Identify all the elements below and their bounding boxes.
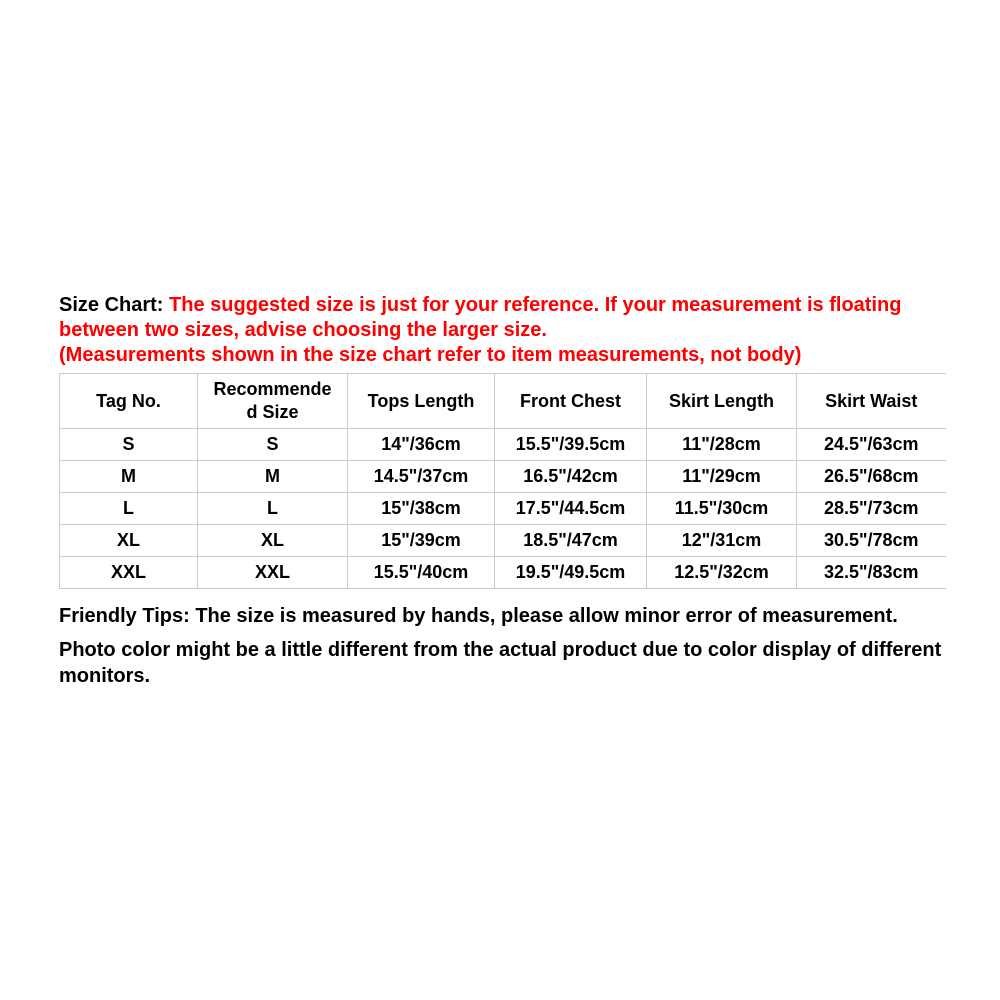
heading-warning: The suggested size is just for your reference. If your measurement is floating between two sizes, advise choosing the larger size.	[59, 294, 902, 341]
table-cell: S	[198, 429, 348, 461]
table-cell: 12.5"/32cm	[647, 557, 797, 589]
column-header	[495, 374, 647, 429]
column-header	[797, 374, 946, 429]
table-cell: 15.5"/40cm	[348, 557, 495, 589]
table-cell: L	[198, 493, 348, 525]
heading-label: Size Chart:	[59, 294, 164, 316]
table-cell: 16.5"/42cm	[495, 461, 647, 493]
table-row	[60, 493, 946, 525]
table-cell: 19.5"/49.5cm	[495, 557, 647, 589]
table-cell: 11"/29cm	[647, 461, 797, 493]
table-cell: 26.5"/68cm	[797, 461, 946, 493]
heading-note: (Measurements shown in the size chart refer to item measurements, not body)	[59, 344, 802, 366]
table-cell: 14"/36cm	[348, 429, 495, 461]
column-header-label: Skirt Length	[668, 390, 774, 411]
size-chart-heading	[59, 293, 949, 343]
column-header-label: Tops Length	[367, 390, 475, 411]
table-cell: 11.5"/30cm	[647, 493, 797, 525]
column-header	[647, 374, 797, 429]
table-row	[60, 429, 946, 461]
table-row	[60, 461, 946, 493]
column-header-label: Skirt Waist	[825, 390, 918, 411]
column-header-label: Front Chest	[520, 390, 621, 411]
column-header	[60, 374, 198, 429]
table-cell: M	[60, 461, 198, 493]
table-cell: 11"/28cm	[647, 429, 797, 461]
column-header	[198, 374, 348, 429]
table-cell: 15"/39cm	[348, 525, 495, 557]
table-row	[60, 557, 946, 589]
column-header-label: Recommended Size	[213, 379, 332, 422]
size-chart-content	[59, 293, 949, 689]
table-cell: XXL	[198, 557, 348, 589]
table-cell: 32.5"/83cm	[797, 557, 946, 589]
table-cell: S	[60, 429, 198, 461]
size-table-body	[60, 429, 946, 589]
size-table-head	[60, 374, 946, 429]
table-cell: XXL	[60, 557, 198, 589]
size-table	[59, 373, 946, 589]
photo-color-note: Photo color might be a little different from the actual product due to color display of different monitors.	[59, 639, 942, 687]
table-cell: 28.5"/73cm	[797, 493, 946, 525]
table-cell: 18.5"/47cm	[495, 525, 647, 557]
table-cell: L	[60, 493, 198, 525]
table-cell: 14.5"/37cm	[348, 461, 495, 493]
table-cell: XL	[60, 525, 198, 557]
column-header	[348, 374, 495, 429]
table-cell: XL	[198, 525, 348, 557]
table-cell: 24.5"/63cm	[797, 429, 946, 461]
size-table-header-row	[60, 374, 946, 429]
table-row	[60, 525, 946, 557]
table-cell: 17.5"/44.5cm	[495, 493, 647, 525]
table-cell: 30.5"/78cm	[797, 525, 946, 557]
friendly-tips-note: Friendly Tips: The size is measured by hands, please allow minor error of measurement.	[59, 605, 898, 627]
table-cell: M	[198, 461, 348, 493]
column-header-label: Tag No.	[96, 390, 161, 411]
table-cell: 15.5"/39.5cm	[495, 429, 647, 461]
table-cell: 12"/31cm	[647, 525, 797, 557]
table-cell: 15"/38cm	[348, 493, 495, 525]
